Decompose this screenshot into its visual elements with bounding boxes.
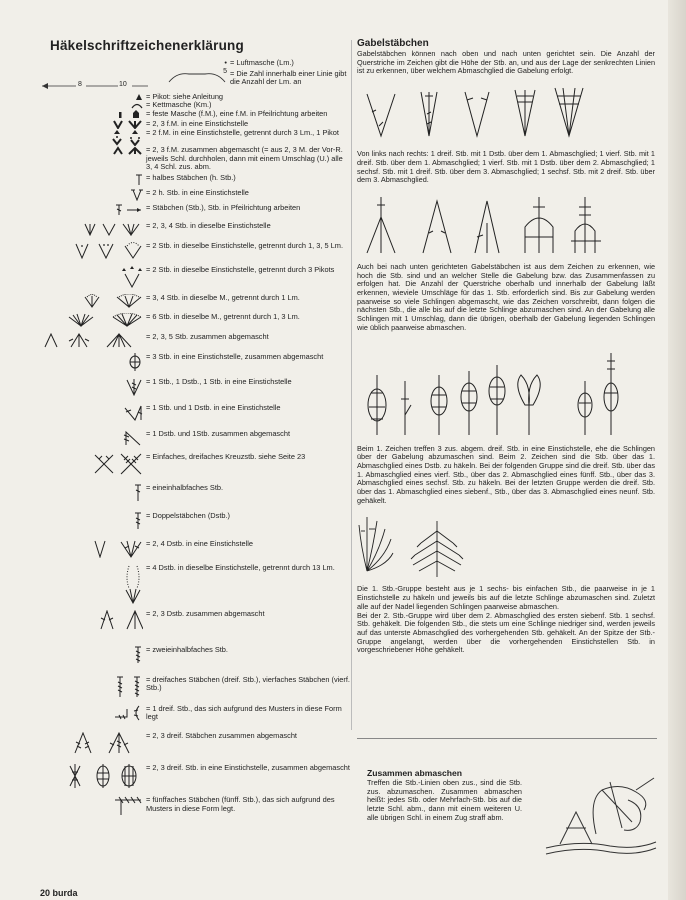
treble-chain-icon — [123, 564, 143, 604]
legend-row-single-crochet: = feste Masche (f.M.), eine f.M. in Pfeilrichtung arbeiten — [40, 110, 350, 120]
box-text: Treffen die Stb.-Linien oben zus., sind die Stb. zus. abzumaschen. Zusammen abmaschen heißt: jedes Stb. oder Mehrfach-Stb. bis auf die letzte Schl. abm., dann mit einem weiteren U. alle übrigen Schl. in einem Zug straff abm. — [367, 778, 522, 822]
legend-row-treble-dec: = 2, 3 Dstb. zusammen abgemascht — [40, 610, 350, 630]
sc-increase-icon — [113, 120, 143, 129]
triple-dc-decrease-icon — [73, 732, 143, 754]
legend-row-sc-inc: = 2, 3 f.M. in eine Einstichstelle — [40, 120, 350, 129]
legend-row-chain-arc: 5 = Die Zahl innerhalb einer Linie gibt die Anzahl der Lm. an — [40, 70, 350, 87]
legend-row-treble-inc: = 2, 4 Dstb. in eine Einstichstelle — [40, 540, 350, 558]
dc-tr-dc-icon — [125, 378, 143, 396]
chain-arc-number: 5 — [223, 68, 227, 76]
two-half-dc-icon — [133, 646, 143, 664]
legend-row-one-half-dc: = eineinhalbfaches Stb. — [40, 484, 350, 502]
legend-row-dc-shell-small: = 3, 4 Stb. in dieselbe M., getrennt durch 1 Lm. — [40, 294, 350, 308]
legend-row-hdc: = halbes Stäbchen (h. Stb.) — [40, 174, 350, 186]
section-divider — [357, 738, 657, 739]
single-crochet-icon — [117, 110, 143, 120]
legend-row-dc-picots: = 2 Stb. in dieselbe Einstichstelle, getrennt durch 3 Pikots — [40, 266, 350, 288]
intro-paragraph: Gabelstäbchen können nach oben und nach unten gerichtet sein. Die Anzahl der Querstriche im Zeichen gibt die Höhe der Stb. an, und aus der Lage der senkrechten Linien ist zu erkennen, über welchem Abmaschglied die Gabelung erfolgt. — [357, 49, 655, 76]
legend-column — [40, 38, 350, 816]
forked-stitch-down-illustration — [357, 193, 655, 257]
legend-row-dc-and-tr: = 1 Stb. und 1 Dstb. in eine Einstichstelle — [40, 404, 350, 422]
arrow-right-number: 10 — [119, 80, 127, 88]
decrease-illustration — [540, 770, 660, 860]
dc-picots-icon — [121, 266, 143, 288]
dc-chain-separated-icon — [73, 242, 143, 260]
legend-title: Häkelschriftzeichenerklärung — [50, 38, 244, 53]
legend-row-pikot: = Pikot: siehe Anleitung — [40, 93, 350, 102]
hdc-increase-icon — [131, 189, 143, 201]
legend-row-dc-cluster: = 2, 3, 5 Stb. zusammen abgemascht — [40, 333, 350, 348]
dc-shell-small-icon — [83, 294, 143, 308]
legend-row-treble-ch: = 4 Dstb. in dieselbe Einstichstelle, getrennt durch 13 Lm. — [40, 564, 350, 604]
slip-stitch-icon — [131, 101, 143, 109]
section-title: Gabelstäbchen — [357, 38, 429, 49]
fivefold-dc-icon — [113, 796, 143, 816]
fan-group-paragraph-2: Bei der 2. Stb.-Gruppe wird über dem 2. Abmaschglied des ersten siebenf. Stb. 1 sechsf. Stb. gehäkelt. Die folgenden Stb., die stets um eine Schlinge niedriger sind, werden jeweils auf das unterste Abmaschglied des vorhergehenden Stb. gehäkelt. An der Spitze der Stb.-Gruppe angelangt, werden über die vorhergehenden Einstichstellen Stb. in vorgeschriebener Höhe gehäkelt. — [357, 610, 655, 655]
treble-increase-icon — [93, 540, 143, 558]
dc-cluster-icon — [43, 333, 143, 348]
page-edge — [668, 0, 686, 900]
triple-dc-cluster-icon — [67, 764, 143, 788]
fan-group-paragraph-1: Die 1. Stb.-Gruppe besteht aus je 1 sechs- bis einfachen Stb., die paarweise in je 1 Einstichstelle zu häkeln und jeweils bis auf die letzte Schlinge abzumaschen sind. Zuletzt alle auf der Nadel liegenden Schlingen paarweise abmaschen. — [357, 584, 655, 611]
dc-shell-large-icon — [67, 313, 143, 327]
legend-row-fivefold-dc: = fünffaches Stäbchen (fünff. Stb.), das sich aufgrund des Musters in diese Form legt. — [40, 796, 350, 816]
legend-row-dc-shell-large: = 6 Stb. in dieselbe M., getrennt durch 1, 3 Lm. — [40, 313, 350, 327]
dc-and-tr-icon — [123, 404, 143, 422]
groups-explanation-paragraph: Beim 1. Zeichen treffen 3 zus. abgem. dreif. Stb. in eine Einstichstelle, ehe die Schlingen über der Gabelung abzumaschen sind. Beim 2. Zeichen sind die Stb. über das 1. Abmaschglied eines Dstb. zu häkeln. Bei der folgenden Gruppe sind die dreif. Stb. über das 1. Abmaschglied eines vierf. Stb., über das 2. Abmaschglied eines fünff. Stb., über das 3. Abmaschglied eines sechsf. Stb. zu häkeln. Bei der letzten Gruppe werden die dreif. Stb. über das 1. Abmaschglied eines siebenf., Stb., über das 3. Abmaschglied eines neunf. Stb. gehäkelt. — [357, 443, 655, 505]
forked-stitch-up-illustration — [357, 84, 655, 146]
dc-cluster-one-icon — [127, 353, 143, 371]
page-footer: 20 burda — [40, 888, 78, 898]
legend-row-triple-dc-cluster: = 2, 3 dreif. Stb. in eine Einstichstelle, zusammen abgemascht — [40, 764, 350, 788]
triple-dc-shaped-icon — [113, 705, 143, 721]
arrow-left-icon — [40, 81, 150, 91]
sc-decrease-icon — [113, 146, 143, 155]
illustration-caption: Von links nach rechts: 1 dreif. Stb. mit 1 Dstb. über dem 1. Abmaschglied; 1 vierf. Stb. mit 1 dreif. Stb. über dem 1. Abmaschglied; 1 vierf. Stb. mit 1 Dstb. über dem 2. Abmaschglied; 1 sechsf. Stb. mit 1 dreif. Stb. über dem 3. Abmaschglied; 1 sechsf. Stb. mit 2 dreif. Stb. über dem 3. Abmaschglied. — [357, 149, 655, 185]
pikot-icon — [135, 93, 143, 101]
legend-row-triple-dc-dec: = 2, 3 dreif. Stäbchen zusammen abgemascht — [40, 732, 350, 754]
legend-row-tr-dc-dec: = 1 Dstb. und 1Stb. zusammen abgemascht — [40, 430, 350, 446]
gabelstaebchen-column — [357, 38, 655, 655]
legend-row-triple-dc: = dreifaches Stäbchen (dreif. Stb.), vierfaches Stäbchen (vierf. Stb.) — [40, 676, 350, 698]
sc-picot-icon — [111, 129, 143, 146]
column-divider — [351, 40, 352, 730]
treble-icon — [133, 512, 143, 530]
tr-dc-decrease-icon — [123, 430, 143, 446]
chain-arc-icon — [167, 70, 227, 84]
dc-increase-icon — [83, 222, 143, 236]
legend-row-sc-picot: = 2 f.M. in eine Einstichstelle, getrennt durch 3 Lm., 1 Pikot — [40, 129, 350, 146]
legend-row-dc-tr-dc: = 1 Stb., 1 Dstb., 1 Stb. in eine Einstichstelle — [40, 378, 350, 396]
arrow-left-number: 8 — [78, 80, 82, 88]
zusammen-abmaschen-box — [367, 768, 522, 823]
box-title: Zusammen abmaschen — [367, 768, 463, 778]
legend-row-dc-inc: = 2, 3, 4 Stb. in dieselbe Einstichstelle — [40, 222, 350, 236]
dc-icon — [115, 204, 143, 216]
forked-stitch-groups-illustration — [357, 345, 655, 437]
legend-row-two-half-dc: = zweieinhalbfaches Stb. — [40, 646, 350, 664]
legend-row-dc: = Stäbchen (Stb.), Stb. in Pfeilrichtung arbeiten — [40, 204, 350, 216]
fan-groups-illustration — [357, 511, 655, 581]
legend-row-hdc-inc: = 2 h. Stb. in eine Einstichstelle — [40, 189, 350, 201]
hdc-icon — [135, 174, 143, 186]
legend-row-sc-dec: = 2, 3 f.M. zusammen abgemascht (= aus 2, 3 M. der Vor-R. jeweils Schl. durchholen, dann mit einem Umschlag (U.) alle 3, 4 Schl. zus. abm. — [40, 146, 350, 172]
legend-row-triple-dc-shaped: = 1 dreif. Stb., das sich aufgrund des Musters in diese Form legt — [40, 705, 350, 722]
treble-decrease-icon — [99, 610, 143, 630]
legend-row-dc-ch-sep: = 2 Stb. in dieselbe Einstichstelle, getrennt durch 1, 3, 5 Lm. — [40, 242, 350, 260]
crossed-dc-icon — [93, 453, 143, 475]
legend-row-chain: • = Luftmasche (Lm.) — [224, 58, 294, 67]
chain-dot-icon: • — [224, 58, 227, 67]
legend-row-treble: = Doppelstäbchen (Dstb.) — [40, 512, 350, 530]
down-explanation-paragraph: Auch bei nach unten gerichteten Gabelstäbchen ist aus dem Zeichen zu erkennen, wie hoch die Stb. sind und an welcher Stelle die Gabelung bzw. das Zusammenfassen zu erfolgen hat. Die Anzahl der Querstriche oberhalb und innerhalb der Gabelung läßt erkennen, wieviele Umschläge für das 1. Stb. erforderlich sind. Bis zur Gabelung werden paarweise so viele Schlingen abgemascht, wie das Zeichen vorschreibt, dann folgen die nächsten Stb., die alle bis auf die letzte Schlinge abzumaschen sind. An der Gabelung alle Schlingen mit 1 Umschlag, dann die übrigen, oberhalb der Gabelung liegenden Schlingen wie üblich paarweise abmaschen. — [357, 261, 655, 332]
triple-dc-icon — [115, 676, 143, 698]
legend-row-crossed-dc: = Einfaches, dreifaches Kreuzstb. siehe Seite 23 — [40, 453, 350, 475]
legend-row-dc-cluster-one: = 3 Stb. in eine Einstichstelle, zusammen abgemascht — [40, 353, 350, 371]
legend-row-slip-stitch: = Kettmasche (Km.) — [40, 101, 350, 110]
one-half-dc-icon — [133, 484, 143, 502]
